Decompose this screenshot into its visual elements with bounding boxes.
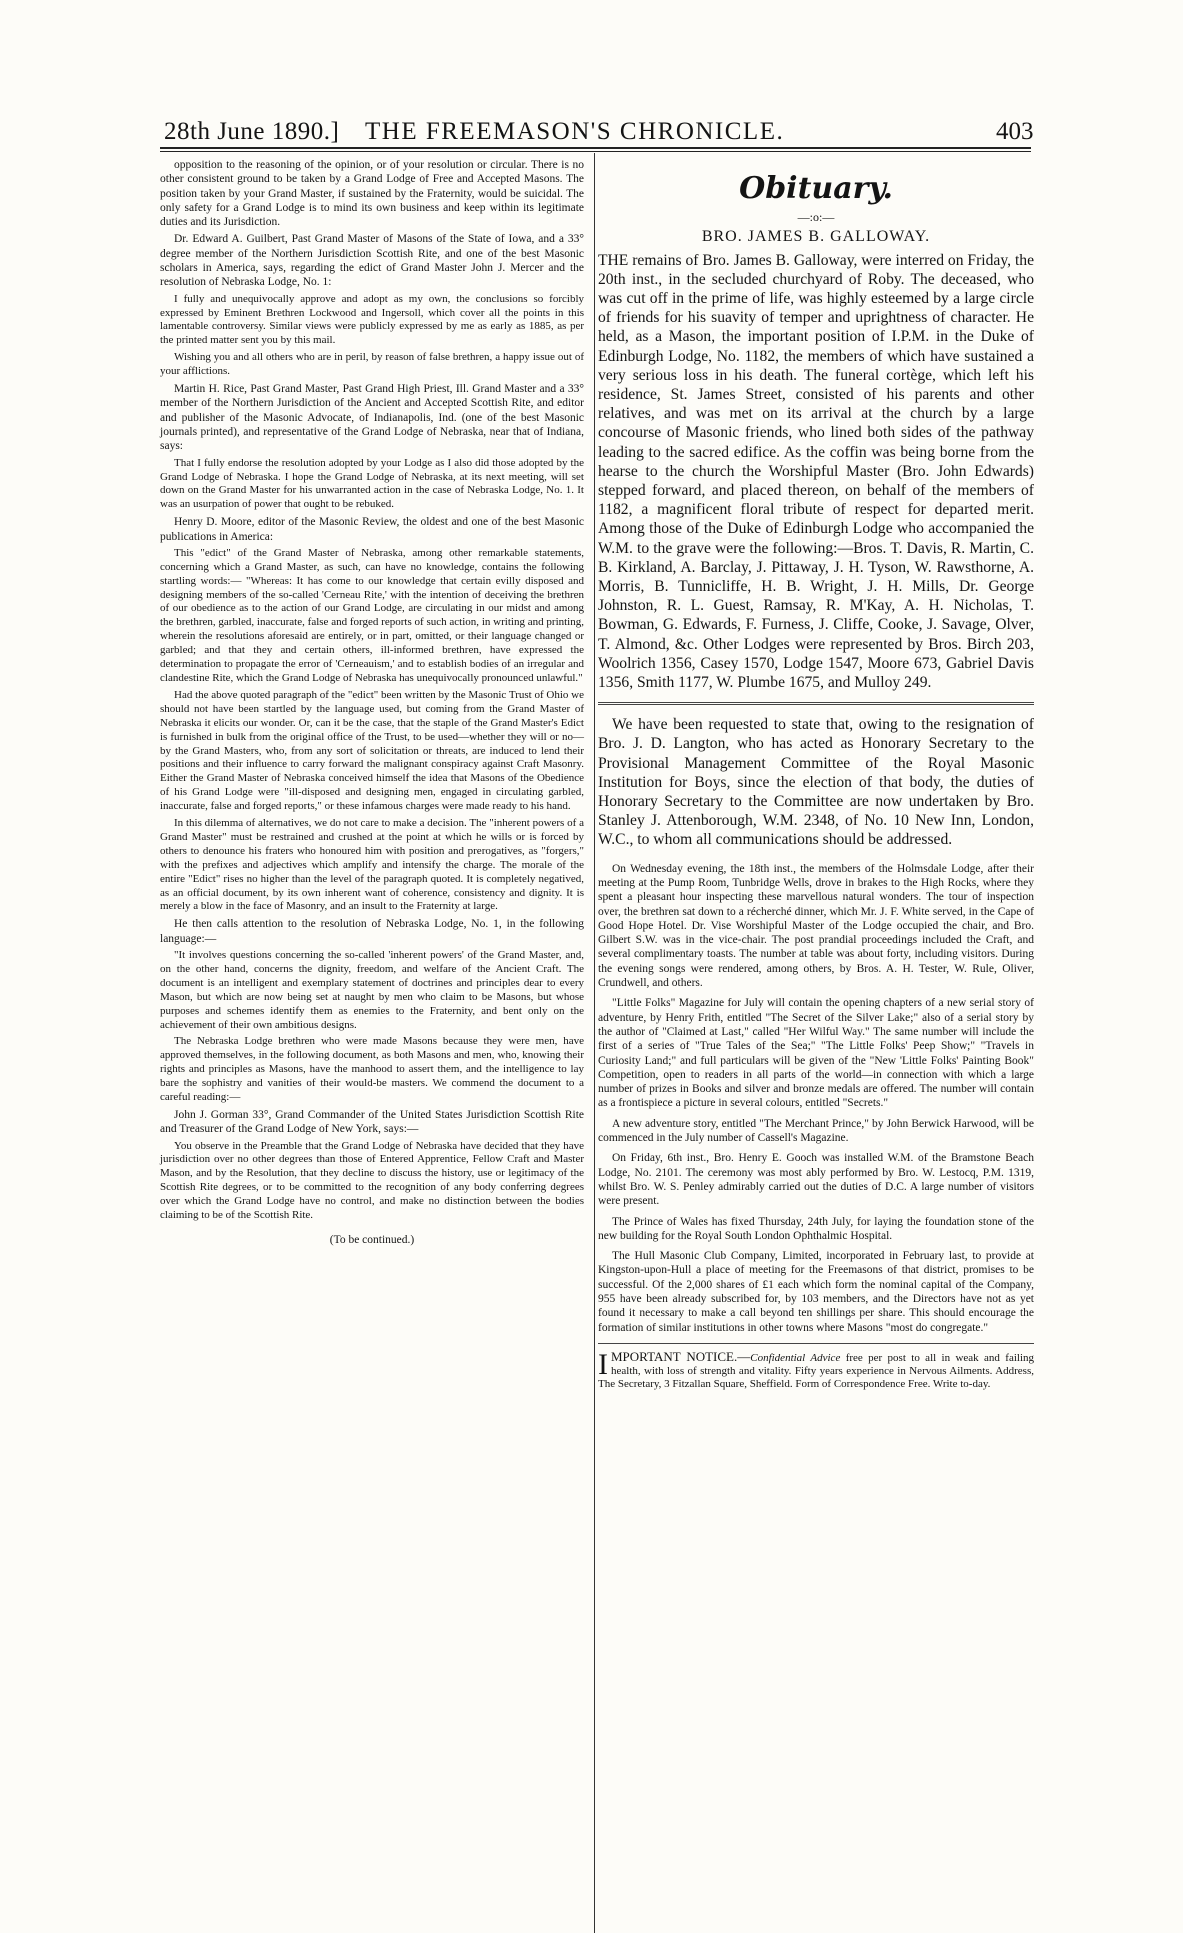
left-column [160,158,584,1250]
advertisement [598,1347,1034,1391]
header-rule-thin [160,151,1031,152]
news-item: The Hull Masonic Club Company, Limited, incorporated in February last, to provide at Kingston-upon-Hull a place of meeting for the Freemasons of that district, promises to be successful. Of the 2,000 shares of £1 each which form the nominal capital of the Company, 955 have been already subscribed for, by 103 members, and the Directors have not as yet found it necessary to make a call beyond ten shillings per share. This should encourage the formation of similar institutions in other towns where Masons "most do congregate." [598,1250,1034,1334]
page-header [0,0,1183,145]
quoted-paragraph: In this dilemma of alternatives, we do not care to make a decision. The "inherent powers of a Grand Master" must be restrained and crushed at the point at which he wills or is forced by others to denounce his fraters who honoured him with position and prerogatives, as "forgers," with the prefixes and adjectives which amplify and intensify the charge. The morale of the entire "Edict" rises no higher than the level of the paragraph quoted. It is completely negatived, as an official document, by its own inherent want of coherence, consistency and dignity. It is merely a blow in the face of Masonry, and an insult to the Fraternity at large. [160,817,584,913]
obituary-heading: Obituary. [739,171,893,206]
obituary-name: BRO. JAMES B. GALLOWAY. [701,228,931,246]
paragraph: John J. Gorman 33°, Grand Commander of the United States Jurisdiction Scottish Rite and Treasurer of the Grand Lodge of New York, says:— [160,1108,584,1136]
right-column [598,158,1034,1391]
paragraph: opposition to the reasoning of the opinion, or of your resolution or circular. There is no other consistent ground to be taken by a Grand Lodge of Free and Accepted Masons. The position taken by your Grand Master, if sustained by the Fraternity, would be suicidal. The only safety for a Grand Lodge is to mind its own business and keep within its legitimate duties and its Jurisdiction. [160,159,584,229]
header-rule [160,147,1031,149]
quoted-paragraph: I fully and unequivocally approve and adopt as my own, the conclusions so forcibly expressed by Eminent Brethren Lockwood and Ingersoll, which cover all the points in this lamentable controversy. Similar views were publicly expressed by me as early as 1885, as per the printed matter sent you by this mail. [160,292,584,347]
section-divider [598,702,1034,705]
news-item: The Prince of Wales has fixed Thursday, 24th July, for laying the foundation stone of the new building for the Royal South London Ophthalmic Hospital. [598,1215,1034,1242]
issue-date: 28th June 1890.] [164,118,340,145]
quoted-paragraph: This "edict" of the Grand Master of Nebraska, among other remarkable statements, concerning which a Grand Master, as such, can have no knowledge, contains the following startling words:— "Whereas: It has come to our knowledge that certain evilly disposed and designing members of the so-called 'Cerneau Rite,' with the intention of deceiving the brethren of our obedience as to the action of our Grand Lodge, are circulating in our midst and among the brethren, garbled, inaccurate, false and forged reports of such action, in writing and printing, wherein the resolutions aforesaid are entirely, or in part, omitted, or their language changed or garbled; and that they and certain others, ill-informed brethren, have expressed the determination to propagate the error of 'Cerneauism,' and to establish bodies of an irregular and clandestine Rite, which the Grand Lodge of Nebraska has unequivocally pronounced unlawful." [160,546,584,684]
advert-divider [598,1343,1034,1344]
obituary-body: THE remains of Bro. James B. Galloway, were interred on Friday, the 20th inst., in the secluded churchyard of Roby. The deceased, who was cut off in the prime of life, was highly esteemed by a large circle of friends for his suavity of temper and uprightness of character. He held, as a Mason, the important position of I.P.M. in the Duke of Edinburgh Lodge, No. 1182, the members of which have sustained a very serious loss in his death. The funeral cortège, which left his residence, St. James Street, consisted of his parents and other relatives, and was met on its arrival at the church by a large concourse of Masonic friends, who lined both sides of the pathway leading to the sacred edifice. As the coffin was being borne from the hearse to the church the Worshipful Master (Bro. John Edwards) stepped forward, and placed thereon, on behalf of the members of 1182, a magnificent floral tribute of respect for departed merit. Among those of the Duke of Edinburgh Lodge who accompanied the W.M. to the grave were the following:—Bros. T. Davis, R. Martin, C. B. Kirkland, A. Barclay, J. Pittaway, J. H. Tyson, W. Rawsthorne, A. Morris, B. Tunnicliffe, H. B. Wright, J. H. Mills, Dr. George Johnston, R. L. Guest, Ramsay, R. M'Kay, A. H. Nicholas, T. Bowman, G. Edwards, F. Furness, J. Cliffe, Cooke, J. Savage, Olver, T. Almond, &c. Other Lodges were represented by Bros. Birch 203, Woolrich 1356, Casey 1570, Lodge 1547, Moore 673, Gabriel Davis 1356, Smith 1177, W. Plumbe 1675, and Mulloy 249. [598,251,1034,692]
paragraph: Dr. Edward A. Guilbert, Past Grand Master of Masons of the State of Iowa, and a 33° degree member of the Northern Jurisdiction Scottish Rite, and one of the best Masonic scholars in America, says, regarding the edict of Grand Master John J. Mercer and the resolution of Nebraska Lodge, No. 1: [160,233,584,289]
page-number: 403 [996,118,1034,145]
column-divider [594,153,595,1933]
langton-notice: We have been requested to state that, owing to the resignation of Bro. J. D. Langton, who has acted as Honorary Secretary to the Provisional Management Committee of the Royal Masonic Institution for Boys, since the election of that body, the duties of Honorary Secretary to the Committee are now undertaken by Bro. Stanley J. Attenborough, W.M. 2348, of No. 10 New Inn, London, W.C., to whom all communications should be addressed. [598,716,1034,849]
paragraph: He then calls attention to the resolution of Nebraska Lodge, No. 1, in the following language:— [160,918,584,945]
news-item: "Little Folks" Magazine for July will contain the opening chapters of a new serial story of adventure, by Henry Frith, entitled "The Secret of the Silver Lake;" also of a serial story by the author of "Claimed at Last," called "Her Wilful Way." The same number will include the first of a series of "True Tales of the Sea;" "The Little Folks' Peep Show;" "Travels in Curiosity Land;" and full particulars will be given of the "New 'Little Folks' Painting Book" Competition, open to readers in all parts of the world—in connection with which a large number of prizes in Books and silver and bronze medals are offered. The number will contain as a frontispiece a picture in several colours, entitled "Secrets." [598,997,1034,1110]
quoted-paragraph: Wishing you and all others who are in peril, by reason of false brethren, a happy issue out of your afflictions. [160,351,584,378]
quoted-paragraph: The Nebraska Lodge brethren who were made Masons because they were men, have approved themselves, in the following document, as both Masons and men, who, knowing their rights and principles as Masons, have the manhood to assert them, and the intelligence to lay bare the sophistry and vanities of their would-be masters. We commend the document to a careful reading:— [160,1035,584,1104]
quoted-paragraph: "It involves questions concerning the so-called 'inherent powers' of the Grand Master, and, on the other hand, concerns the dignity, freedom, and welfare of the Ancient Craft. The document is an intelligent and exemplary statement of doctrines and principles dear to every Mason, but which are now being set at naught by men who claim to be Masons, but whose purposes and schemes identify them as enemies to the Fraternity, and bent only on the achievement of their own ambitious designs. [160,948,584,1031]
publication-title: THE FREEMASON'S CHRONICLE. [365,118,785,145]
quoted-paragraph: Had the above quoted paragraph of the "edict" been written by the Masonic Trust of Ohio we should not have been startled by the language used, but coming from the Grand Master of Nebraska it elicits our wonder. Or, can it be the case, that the staple of the Grand Master's Edict is furnished in bulk from the original office of the Trust, to be used—whether they will or no—by the Grand Masters, who, from any sort of solicitation or threats, are induced to lend their positions and their influence to carry forward the malignant conspiracy against Craft Masonry. Either the Grand Master of Nebraska conceived himself the idea that Masons of the Obedience of his Grand Lodge were "ill-disposed and designing men, engaged in circulating garbled, inaccurate, false and forged reports," or these infamous charges were made ready to his hand. [160,688,584,813]
quoted-paragraph: That I fully endorse the resolution adopted by your Lodge as I also did those adopted by the Grand Lodge of Nebraska. I hope the Grand Lodge of Nebraska, at its next meeting, will set down on the Grand Master for his unwarranted action in the case of Nebraska Lodge, No. 1. It was an usurpation of power that ought to be rebuked. [160,456,584,511]
paragraph: Henry D. Moore, editor of the Masonic Review, the oldest and one of the best Masonic publications in America: [160,516,584,543]
advert-text: free per post to all in weak and failing health, with loss of strength and vitality. Fifty years experience in Nervous Ailments. Address, The Secretary, 3 Fitzallan Square, Sheffield. Form of Correspondence Free. Write to-day. [598,1351,1034,1390]
paragraph: Martin H. Rice, Past Grand Master, Past Grand High Priest, Ill. Grand Master and a 33° member of the Northern Jurisdiction of the Ancient and Accepted Scottish Rite, and editor and publisher of the Masonic Advocate, of Indianapolis, Ind. (one of the best Masonic journals printed), and representative of the Grand Lodge of Nebraska, near that of Indiana, says: [160,383,584,453]
continued-note: (To be continued.) [329,1233,415,1246]
drop-cap: I [598,1347,608,1381]
advert-emphasis: Confidential Advice [750,1351,841,1364]
ornament-separator: —:o:— [797,210,835,224]
news-item: A new adventure story, entitled "The Merchant Prince," by John Berwick Harwood, will be commenced in the July number of Cassell's Magazine. [598,1117,1034,1145]
advert-lead: MPORTANT NOTICE.— [611,1348,751,1364]
news-item: On Wednesday evening, the 18th inst., the members of the Holmsdale Lodge, after their meeting at the Pump Room, Tunbridge Wells, drove in brakes to the High Rocks, where they spent a pleasant hour inspecting these marvellous natural wonders. The tour of inspection over, the brethren sat down to a récherché dinner, which Mr. J. F. White served, in the Cape of Good Hope Hotel. Dr. Vise Worshipful Master of the Lodge occupied the chair, and Bro. Gilbert S.W. was in the vice-chair. The post prandial proceedings included the Craft, and several complimentary toasts. The number at table was about forty, including visitors. During the evening songs were rendered, among others, by Bros. A. H. Tester, W. Rule, Oliver, Crundwell, and others. [598,862,1034,990]
news-item: On Friday, 6th inst., Bro. Henry E. Gooch was installed W.M. of the Bramstone Beach Lodge, No. 2101. The ceremony was most ably performed by Bro. W. Lestocq, P.M. 1319, whilst Bro. W. S. Penley admirably carried out the duties of D.C. A large number of visitors were present. [598,1152,1034,1208]
quoted-paragraph: You observe in the Preamble that the Grand Lodge of Nebraska have decided that they have jurisdiction over no other degrees than those of Entered Apprentice, Fellow Craft and Master Mason, and by the Resolution, that they decline to discuss the history, use or legitimacy of the Scottish Rite degrees, or to be committed to the recognition of any body conferring degrees over which the Grand Lodge have no control, and make no distinction between the bodies claiming to be of the Scottish Rite. [160,1139,584,1222]
